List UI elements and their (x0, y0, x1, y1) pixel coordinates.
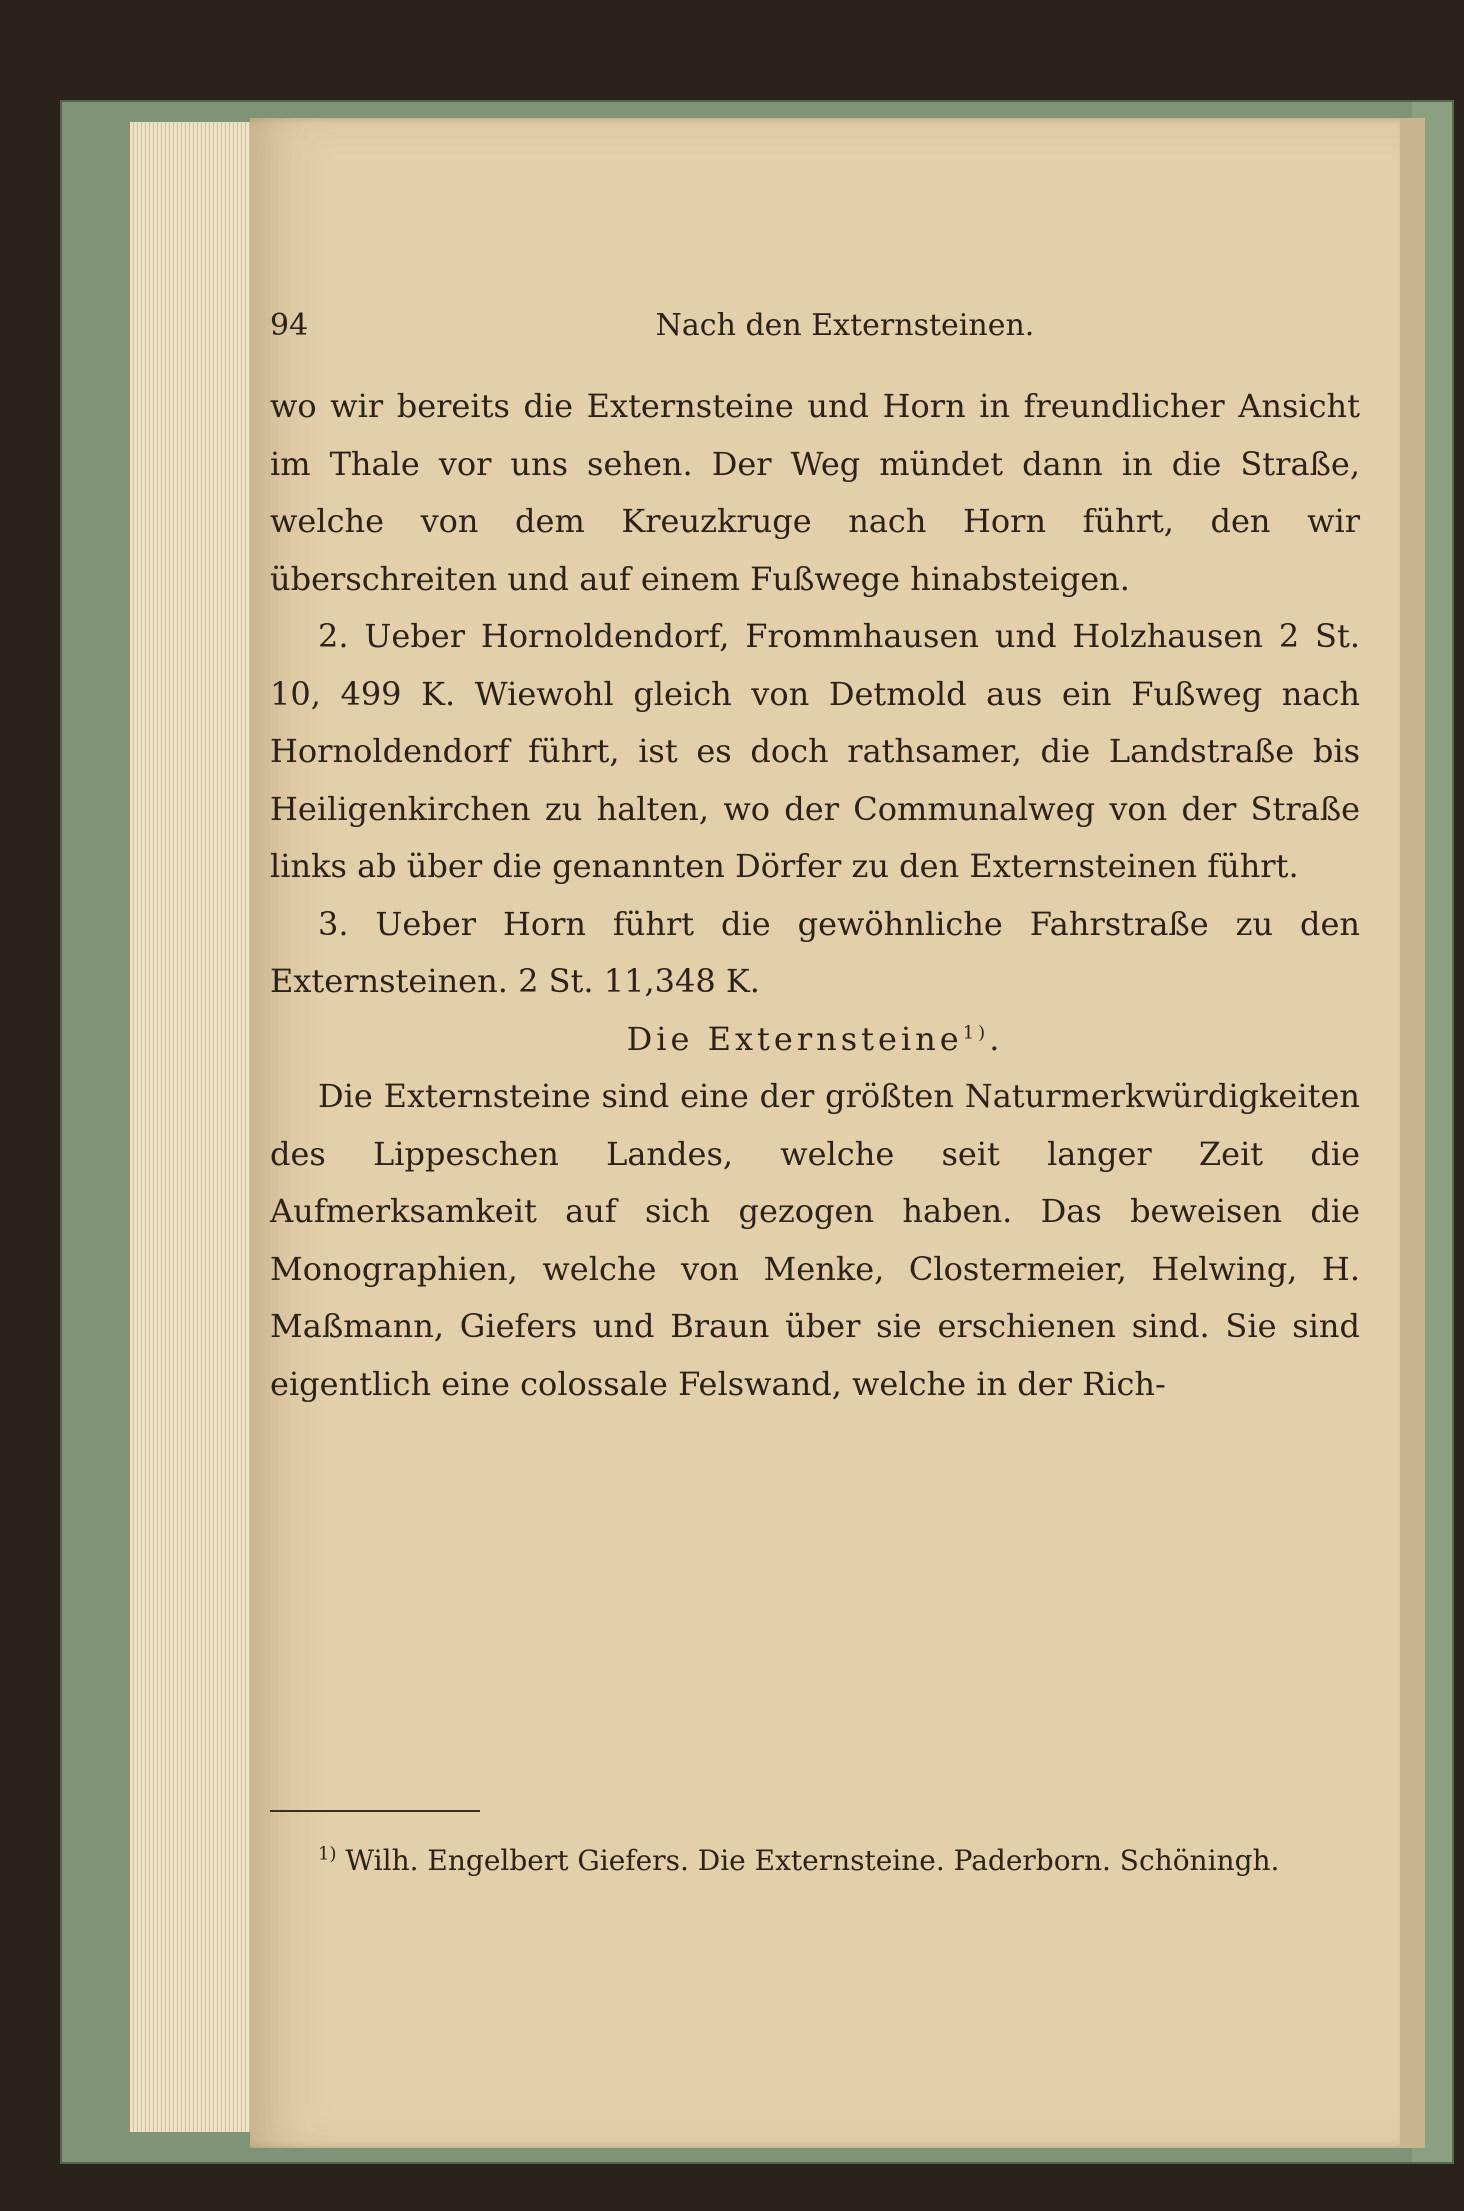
page-text (270, 190, 1360, 1877)
running-head (270, 190, 1360, 343)
running-title: Nach den Externsteinen. (655, 308, 1035, 343)
footnote-rule (270, 1810, 480, 1812)
footnote (270, 1838, 1360, 1884)
page-fold (1400, 118, 1425, 2148)
paragraph-1: wo wir bereits die Externsteine und Horn in freundlicher Ansicht im Thale vor uns sehen. Der Weg mündet dann in die Straße, welche von dem Kreuzkruge nach Horn führt, den wir überschreiten und auf einem Fußwege hinabsteigen. (270, 387, 1360, 598)
page-stack (128, 122, 270, 2132)
heading-footnote-marker: 1) (962, 1021, 990, 1043)
paragraph-2: 2. Ueber Hornoldendorf, Frommhausen und Holzhausen 2 St. 10, 499 K. Wiewohl gleich von Detmold aus ein Fußweg nach Hornoldendorf führt, ist es doch rathsamer, die Landstraße bis Heiligenkirchen zu halten, wo der Communalweg von der Straße links ab über die genannten Dörfer zu den Externsteinen führt. (270, 617, 1360, 885)
footnote-marker: 1) (318, 1843, 337, 1865)
footnote-text: Wilh. Engelbert Giefers. Die Externsteine. Paderborn. Schöningh. (345, 1844, 1280, 1877)
paragraph-3: 3. Ueber Horn führt die gewöhnliche Fahrstraße zu den Externsteinen. 2 St. 11,348 K. (270, 904, 1360, 1000)
paragraph-4: Die Externsteine sind eine der größten Naturmerkwürdigkeiten des Lippeschen Landes, welche seit langer Zeit die Aufmerksamkeit auf sich gezogen haben. Das beweisen die Monographien, welche von Menke, Clostermeier, Helwing, H. Maßmann, Giefers und Braun über sie erschienen sind. Sie sind eigentlich eine colossale Felswand, welche in der Rich- (270, 1077, 1360, 1403)
page-number: 94 (270, 308, 309, 343)
body-text (270, 378, 1360, 1413)
section-heading: Die Externsteine$^{1)}$. (626, 1019, 1004, 1058)
heading-text: Die Externsteine (626, 1019, 963, 1058)
